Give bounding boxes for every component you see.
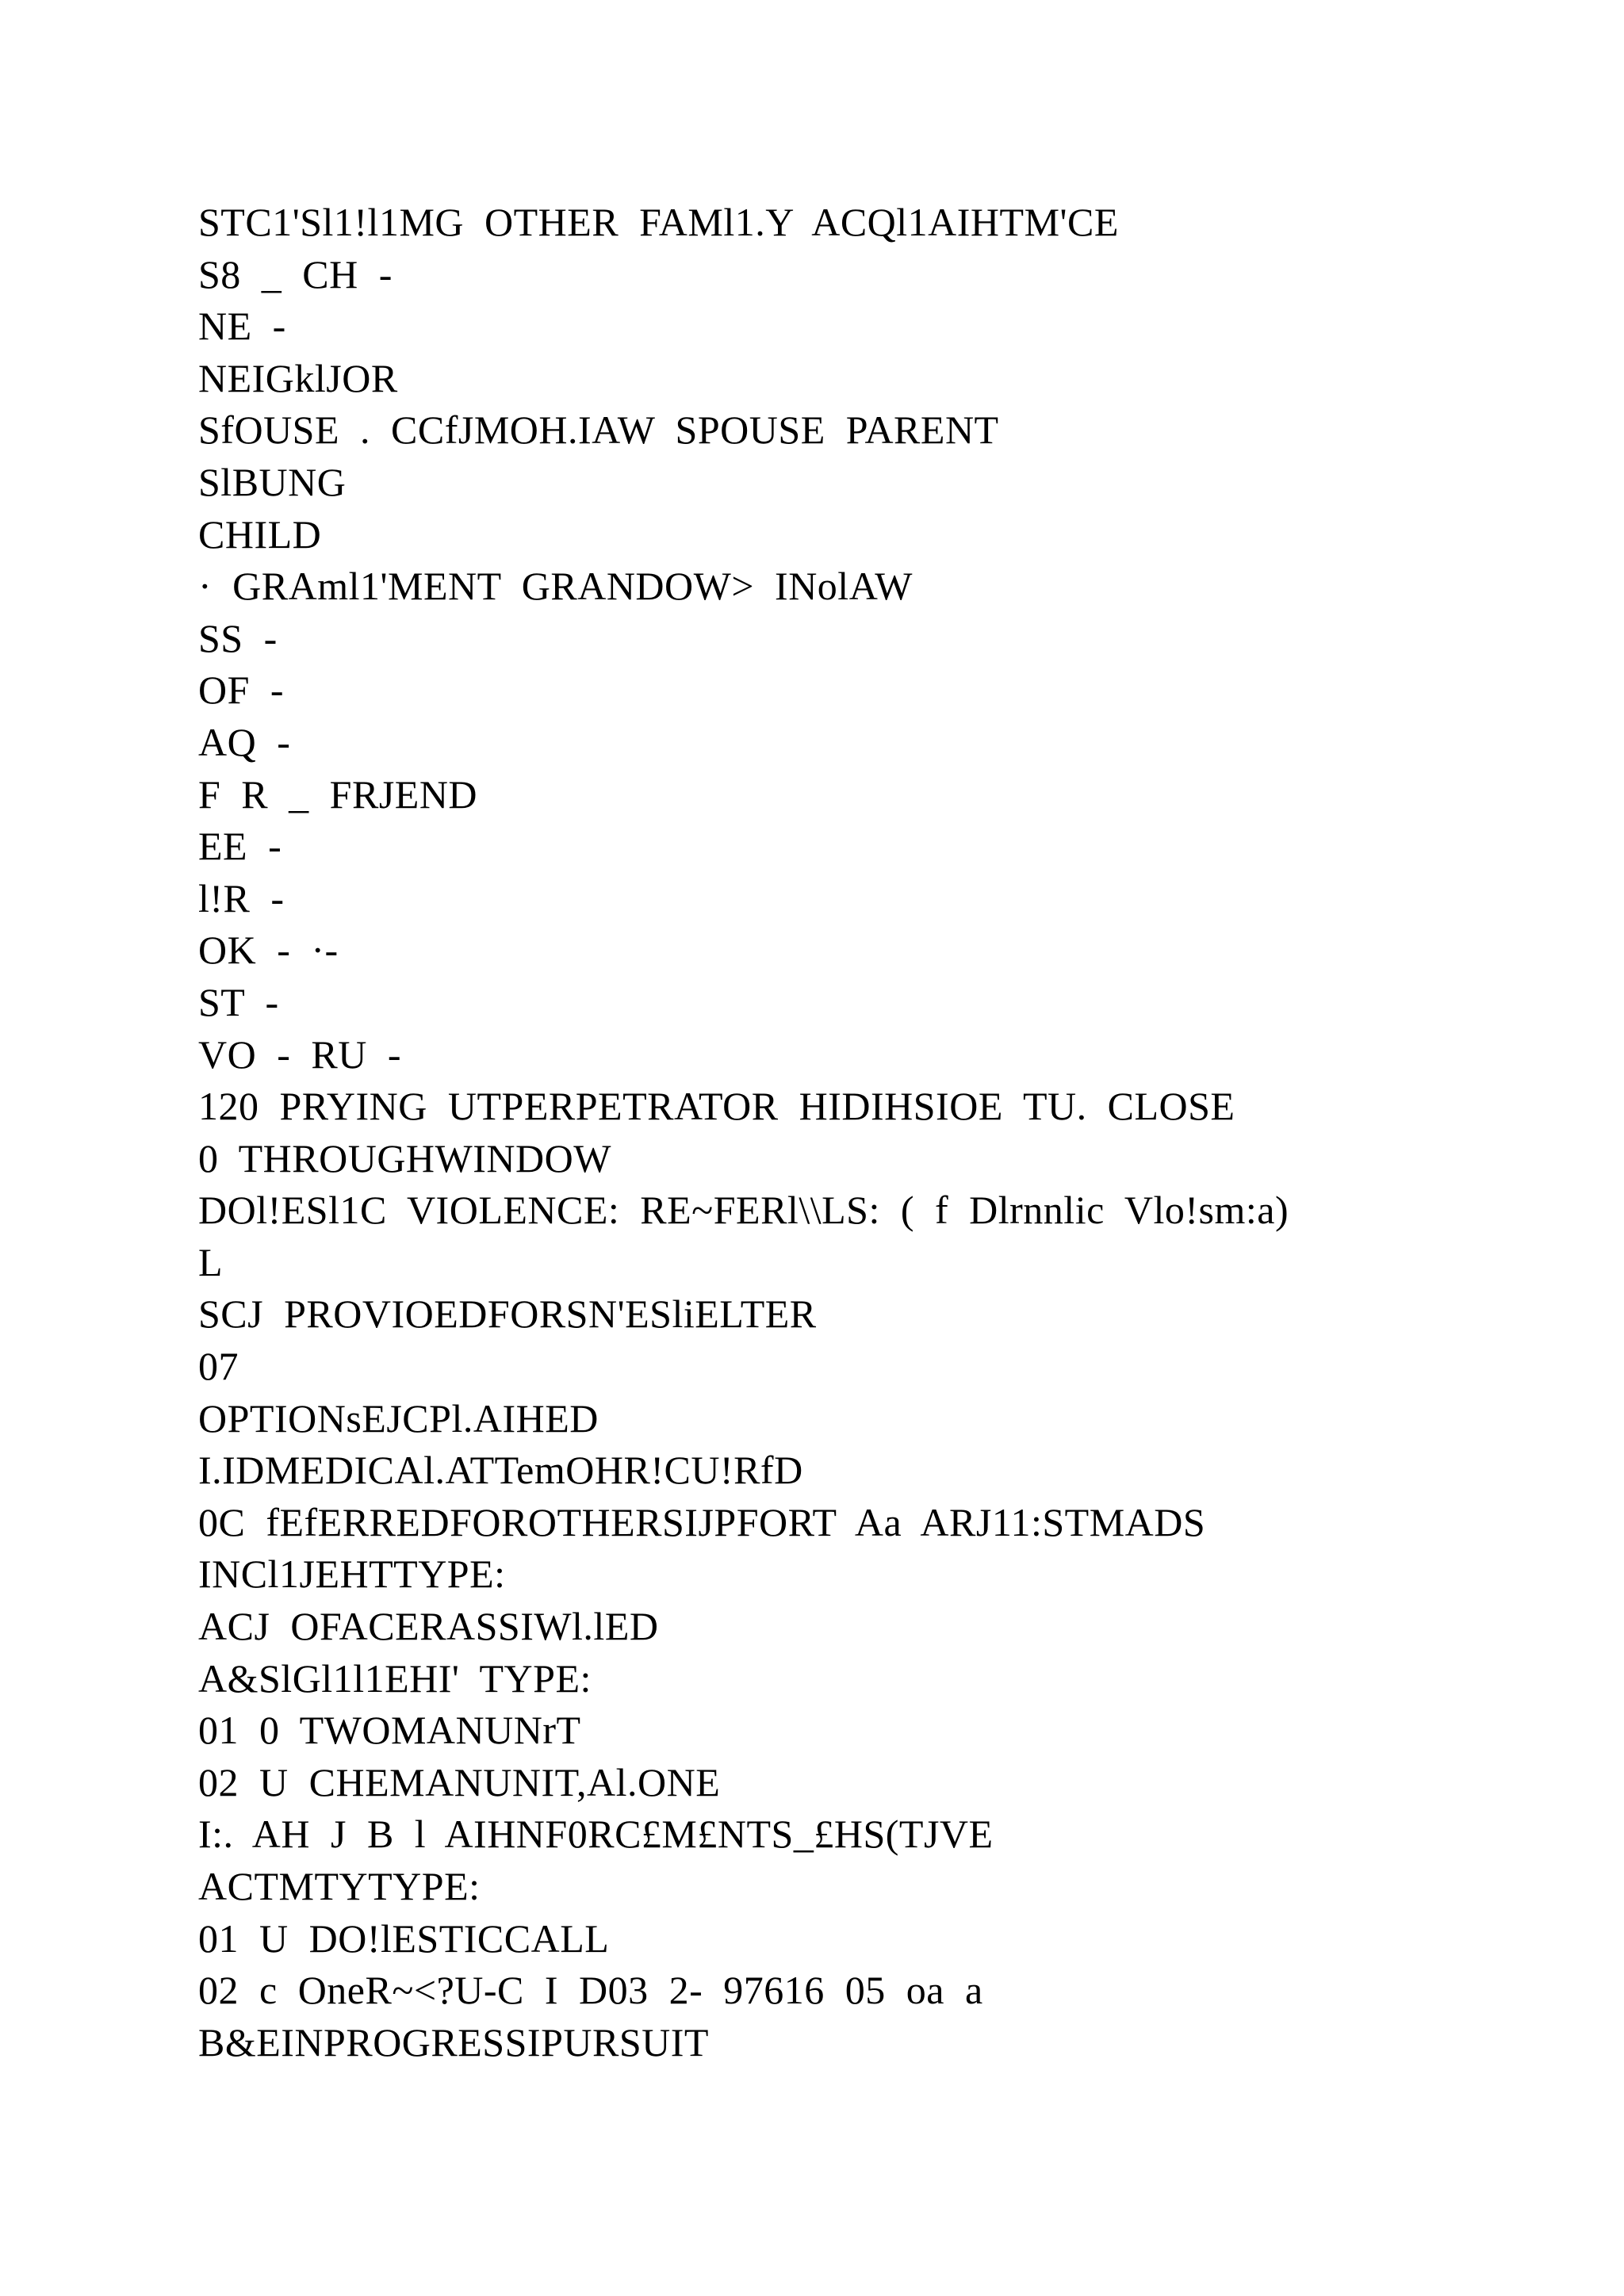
text-line: AQ - [198,719,291,764]
text-line: 01 U DO!lESTICCALL [198,1915,610,1961]
text-line: A&SlGl1l1EHI' TYPE: [198,1655,592,1701]
text-line: ACTMTYTYPE: [198,1864,481,1908]
text-line: ACJ OFACERASSIWl.lED [198,1604,659,1649]
text-line: 07 [198,1344,239,1389]
text-line: L [198,1239,224,1284]
text-line: I.IDMEDICAl.ATTemOHR!CU!RfD [198,1448,803,1493]
text-line: 02 U CHEMANUNIT,Al.ONE [198,1759,721,1804]
text-line: SS - [198,615,278,660]
text-line: l!R - [198,875,285,920]
text-line: CHILD [198,511,322,557]
text-line: 01 0 TWOMANUNrT [198,1708,581,1753]
document-text [198,197,1586,2068]
text-line: OF - [198,668,285,713]
text-line: 120 PRYING UTPERPETRATOR HIDIHSIOE TU. CLOSE [198,1084,1235,1129]
text-line: 0C fEfERREDFOROTHERSIJPFORT Aa ARJ11:STMADS [198,1499,1206,1544]
text-line: SlBUNG [198,459,347,504]
text-line: I:. AH J B l AIHNF0RC£M£NTS_£HS(TJVE [198,1812,994,1857]
text-line: ST - [198,979,279,1024]
text-line: INCl1JEHTTYPE: [198,1552,506,1597]
text-line: STC1'Sl1!l1MG OTHER FAMl1.Y ACQl1AIHTM'CE [198,200,1119,244]
text-line: 0 THROUGHWINDOW [198,1135,611,1181]
text-line: EE - [198,824,282,869]
text-line: · GRAml1'MENT GRANDOW> INolAW [198,564,913,609]
text-line: SCJ PROVIOEDFORSN'ESliELTER [198,1292,817,1337]
text-line: NEIGklJOR [198,355,398,400]
text-line: OPTIONsEJCPl.AIHED [198,1395,599,1441]
text-line: OK - ·- [198,928,339,973]
text-line: B&EINPROGRESSIPURSUIT [198,2019,709,2064]
text-line: DOl!ESl1C VIOLENCE: RE~FERl\\LS: ( f Dlrnnlic Vlo!sm:a) [198,1188,1289,1233]
text-line: S8 _ CH - [198,251,393,297]
text-line: SfOUSE . CCfJMOH.IAW SPOUSE PARENT [198,408,999,453]
text-line: VO - RU - [198,1031,401,1077]
text-line: 02 c OneR~<?U-C I D03 2- 97616 05 oa a [198,1968,983,2013]
text-line: NE - [198,304,286,349]
text-line: F R _ FRJEND [198,771,478,817]
